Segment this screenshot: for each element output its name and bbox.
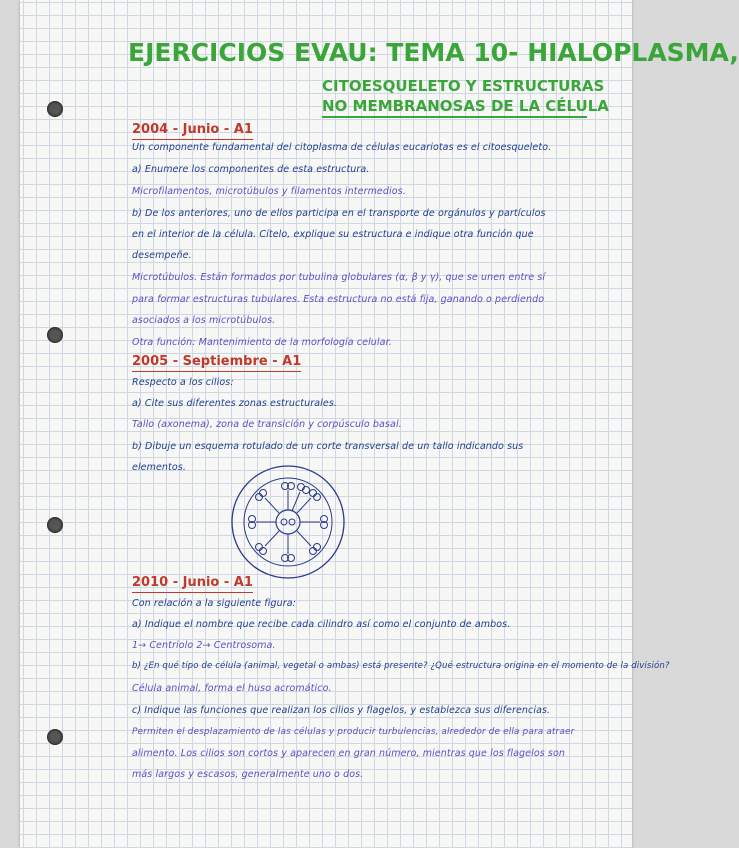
text-line: a) Cite sus diferentes zonas estructurales.: [132, 398, 338, 409]
cilium-cross-section-drawing: [228, 462, 348, 582]
text-line: Tallo (axonema), zona de transición y corpúsculo basal.: [132, 419, 402, 430]
section-heading: 2010 - Junio - A1: [132, 575, 253, 590]
text-line: desempeñe.: [132, 250, 192, 261]
binder-hole: [47, 101, 63, 117]
text-line: c) Indique las funciones que realizan los cilios y flagelos, y establezca sus diferencias.: [132, 705, 551, 716]
text-line: Célula animal, forma el huso acromático.: [132, 683, 332, 694]
text-line: Un componente fundamental del citoplasma de células eucariotas es el citoesqueleto.: [132, 142, 552, 153]
text-line: b) De los anteriores, uno de ellos participa en el transporte de orgánulos y partículos: [132, 208, 546, 219]
binder-hole: [47, 729, 63, 745]
text-line: elementos.: [132, 462, 186, 473]
section-heading: 2004 - Junio - A1: [132, 122, 253, 137]
text-line: para formar estructuras tubulares. Esta estructura no está fija, ganando o perdiendo: [132, 294, 545, 305]
text-line: b) ¿En qué tipo de célula (animal, vegetal o ambas) está presente? ¿Qué estructura origina en el momento de la división?: [132, 661, 670, 671]
page-title-line3: NO MEMBRANOSAS DE LA CÉLULA: [322, 97, 609, 115]
text-line: b) Dibuje un esquema rotulado de un corte transversal de un tallo indicando sus: [132, 441, 524, 452]
section-heading: 2005 - Septiembre - A1: [132, 354, 302, 369]
text-line: en el interior de la célula. Cítelo, explique su estructura e indique otra función que: [132, 229, 534, 240]
text-line: más largos y escasos, generalmente uno o dos.: [132, 769, 364, 780]
text-line: Microfilamentos, microtúbulos y filamentos intermedios.: [132, 186, 406, 197]
text-line: Con relación a la siguiente figura:: [132, 598, 296, 609]
text-line: Otra función: Mantenimiento de la morfología celular.: [132, 337, 392, 348]
text-line: Microtúbulos. Están formados por tubulina globulares (α, β y γ), que se unen entre sí: [132, 272, 546, 283]
page-title: EJERCICIOS EVAU: TEMA 10- HIALOPLASMA,: [128, 38, 739, 67]
text-line: alimento. Los cilios son cortos y aparecen en gran número, mientras que los flagelos son: [132, 748, 566, 759]
text-line: a) Enumere los componentes de esta estructura.: [132, 164, 370, 175]
page-title-line2: CITOESQUELETO Y ESTRUCTURAS: [322, 77, 605, 95]
text-line: a) Indique el nombre que recibe cada cilindro así como el conjunto de ambos.: [132, 619, 511, 630]
binder-hole: [47, 327, 63, 343]
binder-hole: [47, 517, 63, 533]
text-line: Permiten el desplazamiento de las células y producir turbulencias, alrededor de ella para atraer: [132, 727, 575, 737]
text-line: Respecto a los cilios:: [132, 377, 234, 388]
text-line: asociados a los microtúbulos.: [132, 315, 276, 326]
text-line: 1→ Centriolo 2→ Centrosoma.: [132, 640, 276, 651]
title-underline: [322, 116, 587, 118]
